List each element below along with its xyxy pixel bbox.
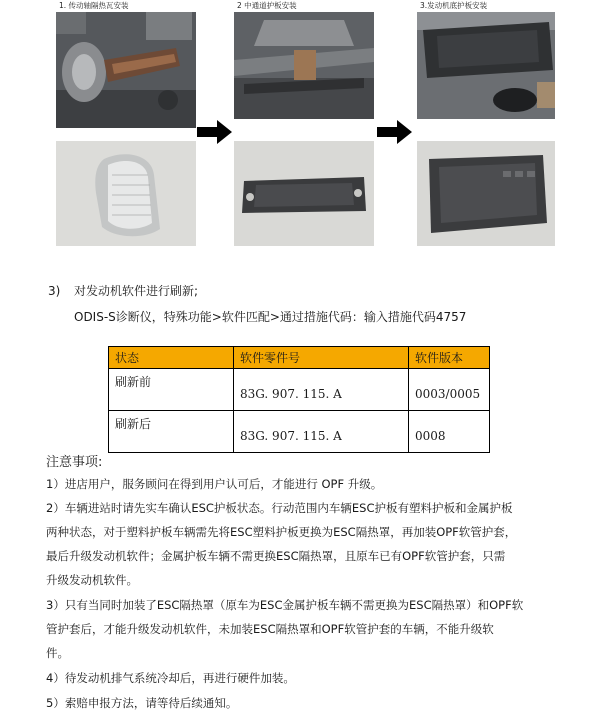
cell-part-number: 83G. 907. 115. A bbox=[234, 369, 409, 411]
header-version: 软件版本 bbox=[409, 347, 490, 369]
driveshaft-photo-art bbox=[56, 0, 196, 128]
photo-center-tunnel-underbody bbox=[234, 0, 374, 119]
arrow-right-icon bbox=[377, 120, 413, 144]
note-2-line-4: 升级发动机软件。 bbox=[46, 573, 138, 587]
tunnel-guard-art bbox=[234, 141, 374, 246]
arrow-right-icon bbox=[197, 120, 233, 144]
header-status: 状态 bbox=[109, 347, 234, 369]
step-description: ODIS-S诊断仪，特殊功能>软件匹配>通过措施代码：输入措施代码4757 bbox=[74, 310, 467, 324]
engine-guard-art bbox=[417, 141, 555, 246]
cell-part-number: 83G. 907. 115. A bbox=[234, 411, 409, 453]
photo-engine-underbody bbox=[417, 0, 555, 119]
table-header-row bbox=[109, 347, 490, 369]
table-row bbox=[109, 369, 490, 411]
table-row bbox=[109, 411, 490, 453]
note-2-line-3: 最后升级发动机软件；金属护板车辆不需更换ESC隔热罩，且原车已有OPF软管护套，只需 bbox=[46, 549, 506, 563]
cell-version: 0003/0005 bbox=[409, 369, 490, 411]
photo-driveshaft-underbody bbox=[56, 0, 196, 128]
photo-heat-shield-part bbox=[56, 141, 196, 246]
note-3-line-3: 件。 bbox=[46, 646, 69, 660]
engine-underbody-photo-art bbox=[417, 0, 555, 119]
software-version-table bbox=[108, 346, 490, 453]
note-3-line-2: 管护套后，才能升级发动机软件，未加装ESC隔热罩和OPF软管护套的车辆，不能升级软 bbox=[46, 622, 494, 636]
note-4: 4）待发动机排气系统冷却后，再进行硬件加装。 bbox=[46, 671, 295, 685]
photo-engine-guard-part bbox=[417, 141, 555, 246]
photo-center-tunnel-guard-part bbox=[234, 141, 374, 246]
photo-label-step1: 1. 传动轴隔热瓦安装 bbox=[56, 0, 196, 12]
step-number: 3) bbox=[48, 284, 61, 298]
note-2-line-2: 两种状态，对于塑料护板车辆需先将ESC塑料护板更换为ESC隔热罩，再加装OPF软管护套， bbox=[46, 525, 517, 539]
heat-shield-art bbox=[56, 141, 196, 246]
photo-label-step3: 3.发动机底护板安装 bbox=[417, 0, 555, 12]
notes-title: 注意事项: bbox=[46, 455, 103, 470]
note-2-line-1: 2）车辆进站时请先实车确认ESC护板状态。行动范围内车辆ESC护板有塑料护板和金属护板 bbox=[46, 501, 513, 515]
center-tunnel-photo-art bbox=[234, 0, 374, 119]
header-part-number: 软件零件号 bbox=[234, 347, 409, 369]
step-title: 对发动机软件进行刷新; bbox=[74, 284, 199, 298]
cell-status: 刷新前 bbox=[109, 369, 234, 411]
cell-version: 0008 bbox=[409, 411, 490, 453]
note-1: 1）进店用户，服务顾问在得到用户认可后，才能进行 OPF 升级。 bbox=[46, 477, 383, 491]
cell-status: 刷新后 bbox=[109, 411, 234, 453]
photo-label-step2: 2 中通道护板安装 bbox=[234, 0, 374, 12]
note-3-line-1: 3）只有当同时加装了ESC隔热罩（原车为ESC金属护板车辆不需更换为ESC隔热罩）和OPF软 bbox=[46, 598, 524, 612]
note-5: 5）索赔申报方法，请等待后续通知。 bbox=[46, 696, 238, 710]
